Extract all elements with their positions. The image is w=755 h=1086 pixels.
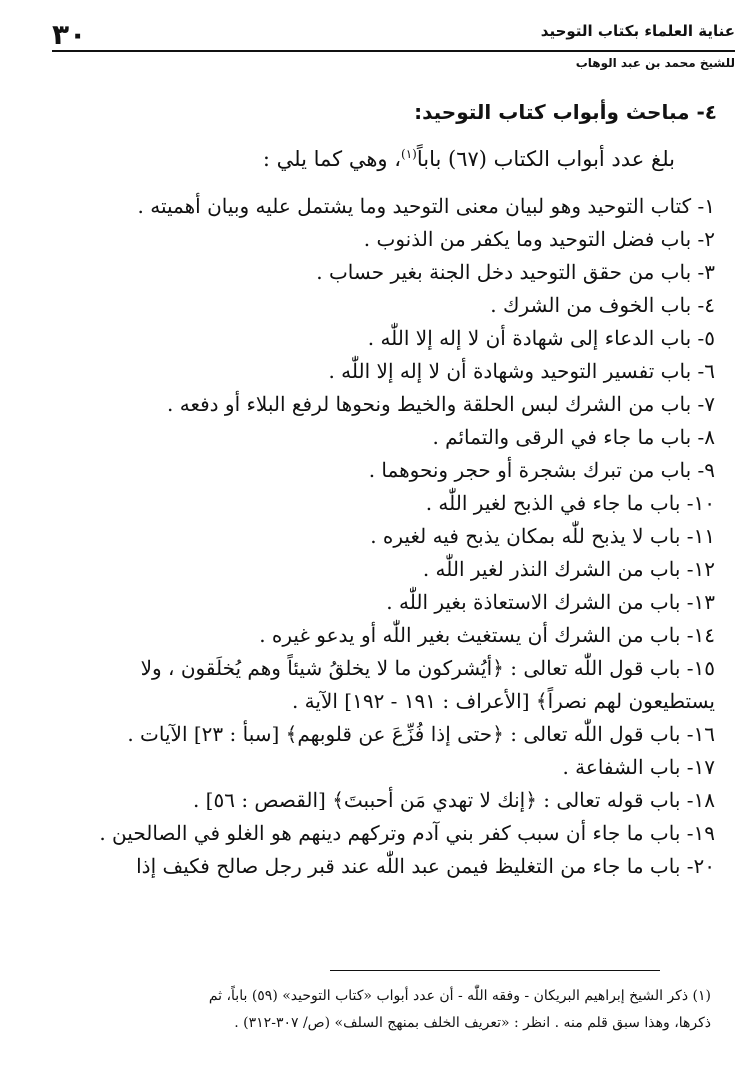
list-item: ٩- باب من تبرك بشجرة أو حجر ونحوهما .: [368, 458, 715, 482]
list-item: ١٩- باب ما جاء أن سبب كفر بني آدم وتركهم دينهم هو الغلو في الصالحين .: [99, 821, 715, 845]
list-item: ٢- باب فضل التوحيد وما يكفر من الذنوب .: [363, 227, 715, 251]
list-item-15-line2: يستطيعون لهم نصراً﴾ [الأعراف : ١٩١ - ١٩٢] الآية .: [291, 689, 715, 713]
intro-tail: ، وهي كما يلي :: [262, 147, 401, 171]
footnote-line: (١) ذكر الشيخ إبراهيم البريكان - وفقه اللّٰه - أن عدد أبواب «كتاب التوحيد» (٥٩) باباً، ثم: [208, 988, 711, 1004]
running-header-author: للشيخ محمد بن عبد الوهاب: [575, 56, 735, 70]
section-heading: ٤- مباحث وأبواب كتاب التوحيد:: [414, 100, 717, 124]
footnote-divider: [330, 970, 660, 971]
list-item: ٨- باب ما جاء في الرقى والتمائم .: [432, 425, 715, 449]
page-number: ٣٠: [52, 18, 87, 51]
list-item: ٣- باب من حقق التوحيد دخل الجنة بغير حساب .: [316, 260, 715, 284]
intro-paragraph: [263, 147, 675, 171]
list-item-15-line1: ١٥- باب قول اللّٰه تعالى : ﴿أيُشركون ما لا يخلقُ شيئاً وهم يُخلَقون ، ولا: [140, 656, 715, 680]
list-item: ٦- باب تفسير التوحيد وشهادة أن لا إله إلا اللّٰه .: [328, 359, 715, 383]
list-item: ٤- باب الخوف من الشرك .: [490, 293, 715, 317]
list-item: ١٢- باب من الشرك النذر لغير اللّٰه .: [422, 557, 715, 581]
footnote-ref[interactable]: (١): [401, 147, 417, 161]
list-item: ٥- باب الدعاء إلى شهادة أن لا إله إلا اللّٰه .: [367, 326, 715, 350]
list-item: ١٨- باب قوله تعالى : ﴿إنك لا تهدي مَن أحببتَ﴾ [القصص : ٥٦] .: [192, 788, 715, 812]
list-item: ١٧- باب الشفاعة .: [562, 755, 715, 779]
header-divider: [52, 50, 735, 52]
list-item: ١٤- باب من الشرك أن يستغيث بغير اللّٰه أو يدعو غيره .: [259, 623, 715, 647]
footnote-line: ذكرها، وهذا سبق قلم منه . انظر : «تعريف الخلف بمنهج السلف» (ص/ ٣٠٧-٣١٢) .: [234, 1015, 711, 1031]
intro-text: بلغ عدد أبواب الكتاب (٦٧) باباً: [416, 147, 675, 171]
list-item: ١٦- باب قول اللّٰه تعالى : ﴿حتى إذا فُزِّعَ عن قلوبهم﴾ [سبأ : ٢٣] الآيات .: [127, 722, 715, 746]
list-item: ١٠- باب ما جاء في الذبح لغير اللّٰه .: [425, 491, 715, 515]
list-item: ١- كتاب التوحيد وهو لبيان معنى التوحيد وما يشتمل عليه وبيان أهميته .: [137, 194, 715, 218]
list-item: ١٣- باب من الشرك الاستعاذة بغير اللّٰه .: [386, 590, 715, 614]
list-item: ٧- باب من الشرك لبس الحلقة والخيط ونحوها لرفع البلاء أو دفعه .: [167, 392, 715, 416]
running-header-title: عناية العلماء بكتاب التوحيد: [540, 22, 735, 40]
list-item: ٢٠- باب ما جاء من التغليظ فيمن عبد اللّٰه عند قبر رجل صالح فكيف إذا: [136, 854, 715, 878]
chapter-list: [20, 190, 715, 883]
footnote: [209, 983, 711, 1037]
list-item: ١١- باب لا يذبح للّٰه بمكان يذبح فيه لغيره .: [370, 524, 715, 548]
